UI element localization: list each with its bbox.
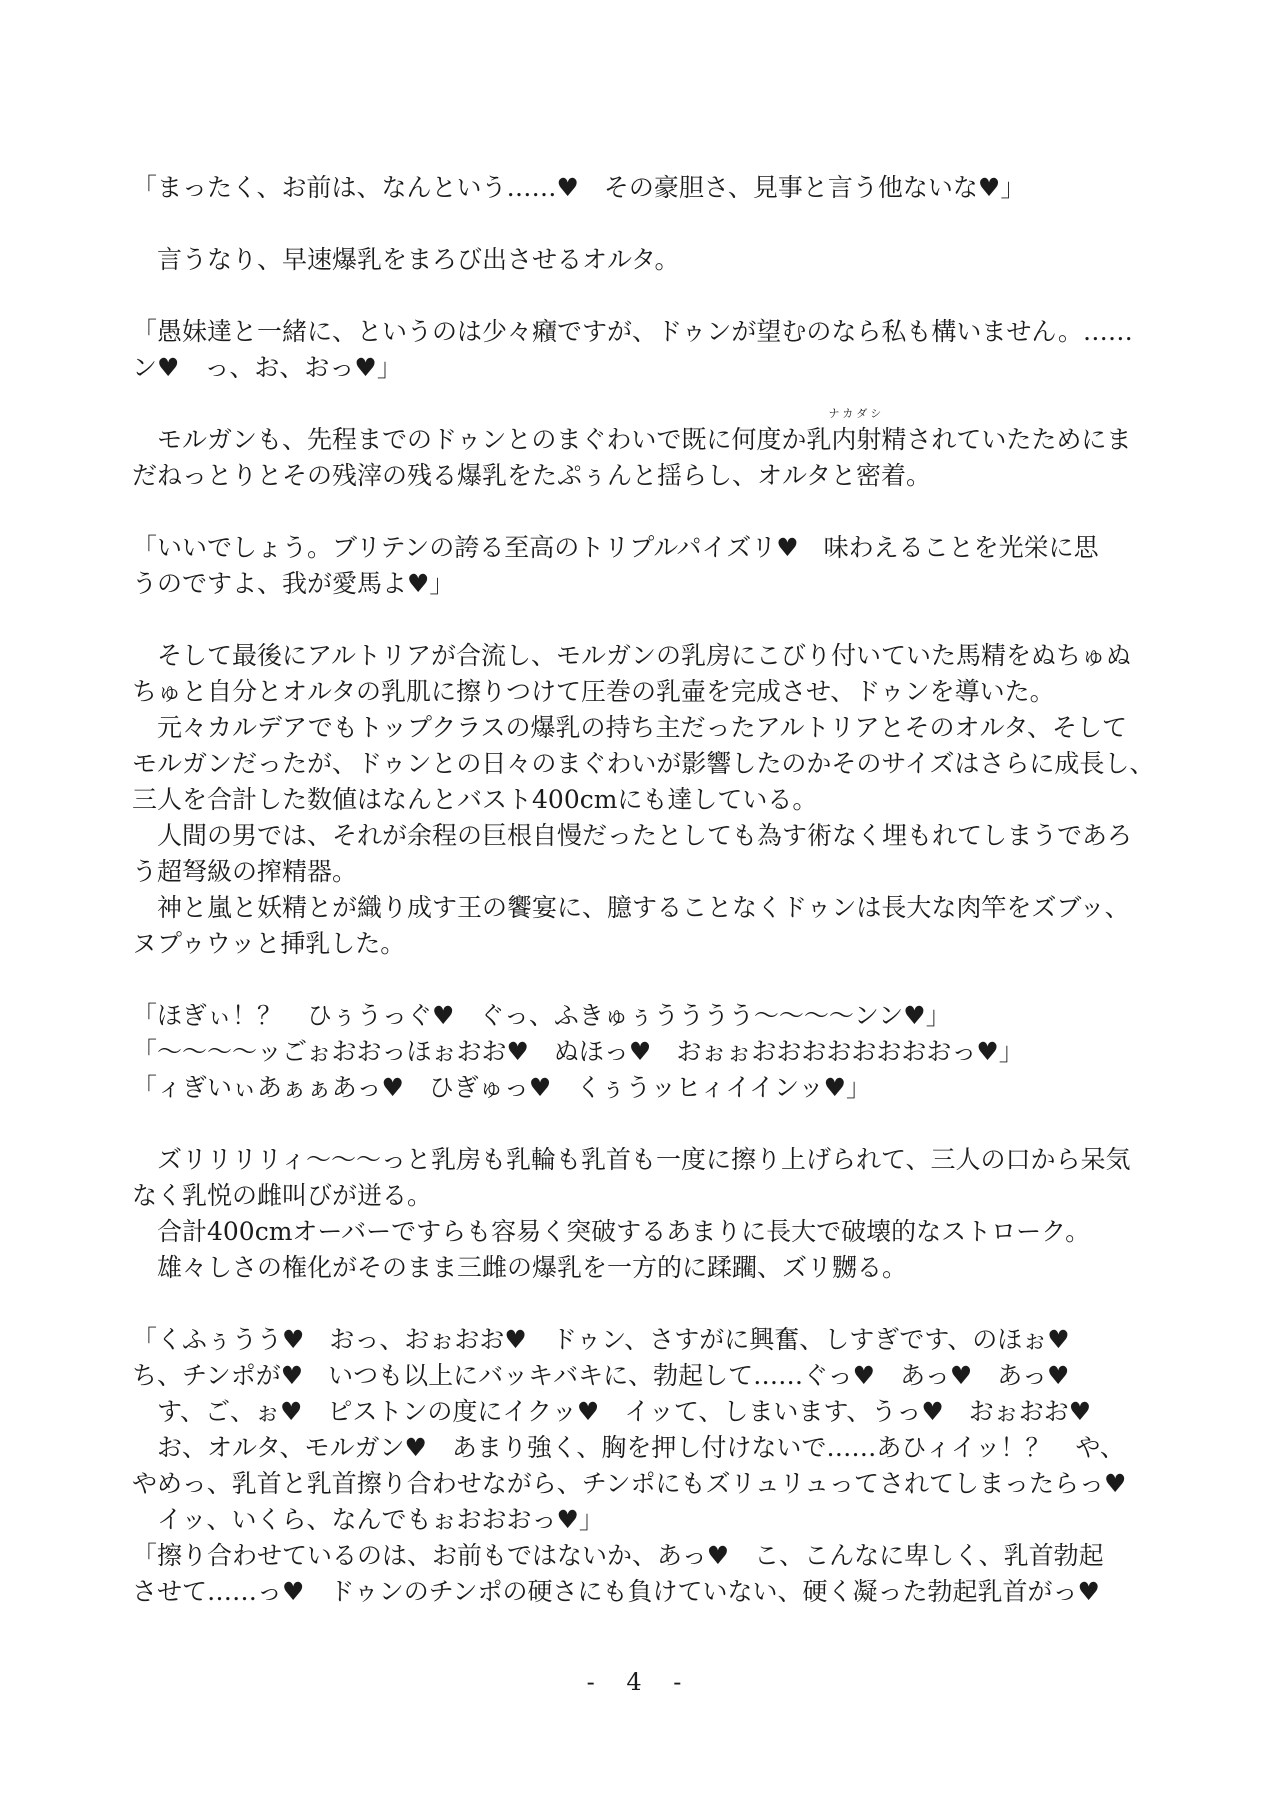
text-line: やめっ、乳首と乳首擦り合わせながら、チンポにもズリュリュってされてしまったらっ♥ bbox=[132, 1469, 1127, 1498]
paragraph-block bbox=[132, 998, 1032, 1106]
text-line: 三人を合計した数値はなんとバスト400cmにも達している。 bbox=[132, 785, 818, 814]
paragraph-block bbox=[132, 1322, 1127, 1610]
text-line: イッ、いくら、なんでもぉおおおっ♥」 bbox=[132, 1505, 604, 1534]
text-line: 「ほぎぃ！？ ひぅうっぐ♥ ぐっ、ふきゅぅうううう～～～～ンン♥」 bbox=[132, 1001, 951, 1030]
paragraph-block bbox=[132, 638, 1155, 962]
text-line: ちゅと自分とオルタの乳肌に擦りつけて圧巻の乳壷を完成させ、ドゥンを導いた。 bbox=[132, 677, 1055, 706]
paragraph-block bbox=[132, 1142, 1131, 1286]
paragraph-block bbox=[132, 314, 1133, 386]
text-line: す、ご、ぉ♥ ピストンの度にイクッ♥ イッて、しまいます、うっ♥ おぉおお♥ bbox=[132, 1397, 1092, 1426]
paragraph-block bbox=[132, 530, 1099, 602]
text-line: ズリリリリィ～～～っと乳房も乳輪も乳首も一度に擦り上げられて、三人の口から呆気 bbox=[132, 1145, 1131, 1174]
text-line: 「いいでしょう。ブリテンの誇る至高のトリプルパイズリ♥ 味わえることを光栄に思 bbox=[132, 533, 1099, 562]
text-line: させて……っ♥ ドゥンのチンポの硬さにも負けていない、硬く凝った勃起乳首がっ♥ bbox=[132, 1577, 1100, 1606]
paragraph-block bbox=[132, 170, 1032, 206]
text-line: 雄々しさの権化がそのまま三雌の爆乳を一方的に蹂躙、ズリ嬲る。 bbox=[132, 1253, 908, 1282]
text-line: ち、チンポが♥ いつも以上にバッキバキに、勃起して……ぐっ♥ あっ♥ あっ♥ bbox=[132, 1361, 1070, 1390]
page-number: - 4 - bbox=[586, 1668, 694, 1696]
text-line: うのですよ、我が愛馬よ♥」 bbox=[132, 569, 455, 598]
text-line: 「～～～～ッごぉおおっほぉおお♥ ぬほっ♥ おぉぉおおおおおおおおっ♥」 bbox=[132, 1037, 1024, 1066]
text-line: お、オルタ、モルガン♥ あまり強く、胸を押し付けないで……あひィイッ！？ や、 bbox=[132, 1433, 1125, 1462]
text-line: 「ィぎいぃあぁぁあっ♥ ひぎゅっ♥ くぅうッヒィイインッ♥」 bbox=[132, 1073, 871, 1102]
text-line: ヌプゥウッと挿乳した。 bbox=[132, 929, 406, 958]
furigana-text: ナカダシ bbox=[828, 407, 885, 420]
text-segment: されていたためにま bbox=[906, 425, 1132, 454]
text-line: 人間の男では、それが余程の巨根自慢だったとしても為す術なく埋もれてしまうであろ bbox=[132, 821, 1133, 850]
text-line: 「くふぅうう♥ おっ、おぉおお♥ ドゥン、さすがに興奮、しすぎです、のほぉ♥ bbox=[132, 1325, 1070, 1354]
paragraph-block bbox=[132, 407, 1132, 494]
text-line: う超弩級の搾精器。 bbox=[132, 857, 358, 886]
text-line: そして最後にアルトリアが合流し、モルガンの乳房にこびり付いていた馬精をぬちゅぬ bbox=[132, 641, 1132, 670]
furigana-annotated-word: ナカダシ 乳内射精 bbox=[806, 407, 907, 454]
text-line: ン♥ っ、お、おっ♥」 bbox=[132, 353, 402, 382]
text-line: モルガンだったが、ドゥンとの日々のまぐわいが影響したのかそのサイズはさらに成長し、 bbox=[132, 749, 1155, 778]
text-line: だねっとりとその残滓の残る爆乳をたぷぅんと揺らし、オルタと密着。 bbox=[132, 461, 932, 490]
paragraph-block bbox=[132, 242, 1032, 278]
text-line: 「まったく、お前は、なんという……♥ その豪胆さ、見事と言う他ないな♥」 bbox=[132, 173, 1026, 202]
text-body bbox=[132, 170, 1155, 1610]
text-line: 「愚妹達と一緒に、というのは少々癪ですが、ドゥンが望むのなら私も構いません。…… bbox=[132, 317, 1133, 346]
text-line: 元々カルデアでもトップクラスの爆乳の持ち主だったアルトリアとそのオルタ、そして bbox=[132, 713, 1128, 742]
text-line: 「擦り合わせているのは、お前もではないか、あっ♥ こ、こんなに卑しく、乳首勃起 bbox=[132, 1541, 1104, 1570]
text-line: 神と嵐と妖精とが織り成す王の饗宴に、臆することなくドゥンは長大な肉竿をズブッ、 bbox=[132, 893, 1130, 922]
text-line: 合計400cmオーバーですらも容易く突破するあまりに長大で破壊的なストローク。 bbox=[132, 1217, 1091, 1246]
text-segment: モルガンも、先程までのドゥンとのまぐわいで既に何度か bbox=[132, 425, 807, 454]
text-line: なく乳悦の雌叫びが迸る。 bbox=[132, 1181, 433, 1210]
text-line: 言うなり、早速爆乳をまろび出させるオルタ。 bbox=[132, 245, 680, 274]
text-line bbox=[132, 407, 1132, 458]
